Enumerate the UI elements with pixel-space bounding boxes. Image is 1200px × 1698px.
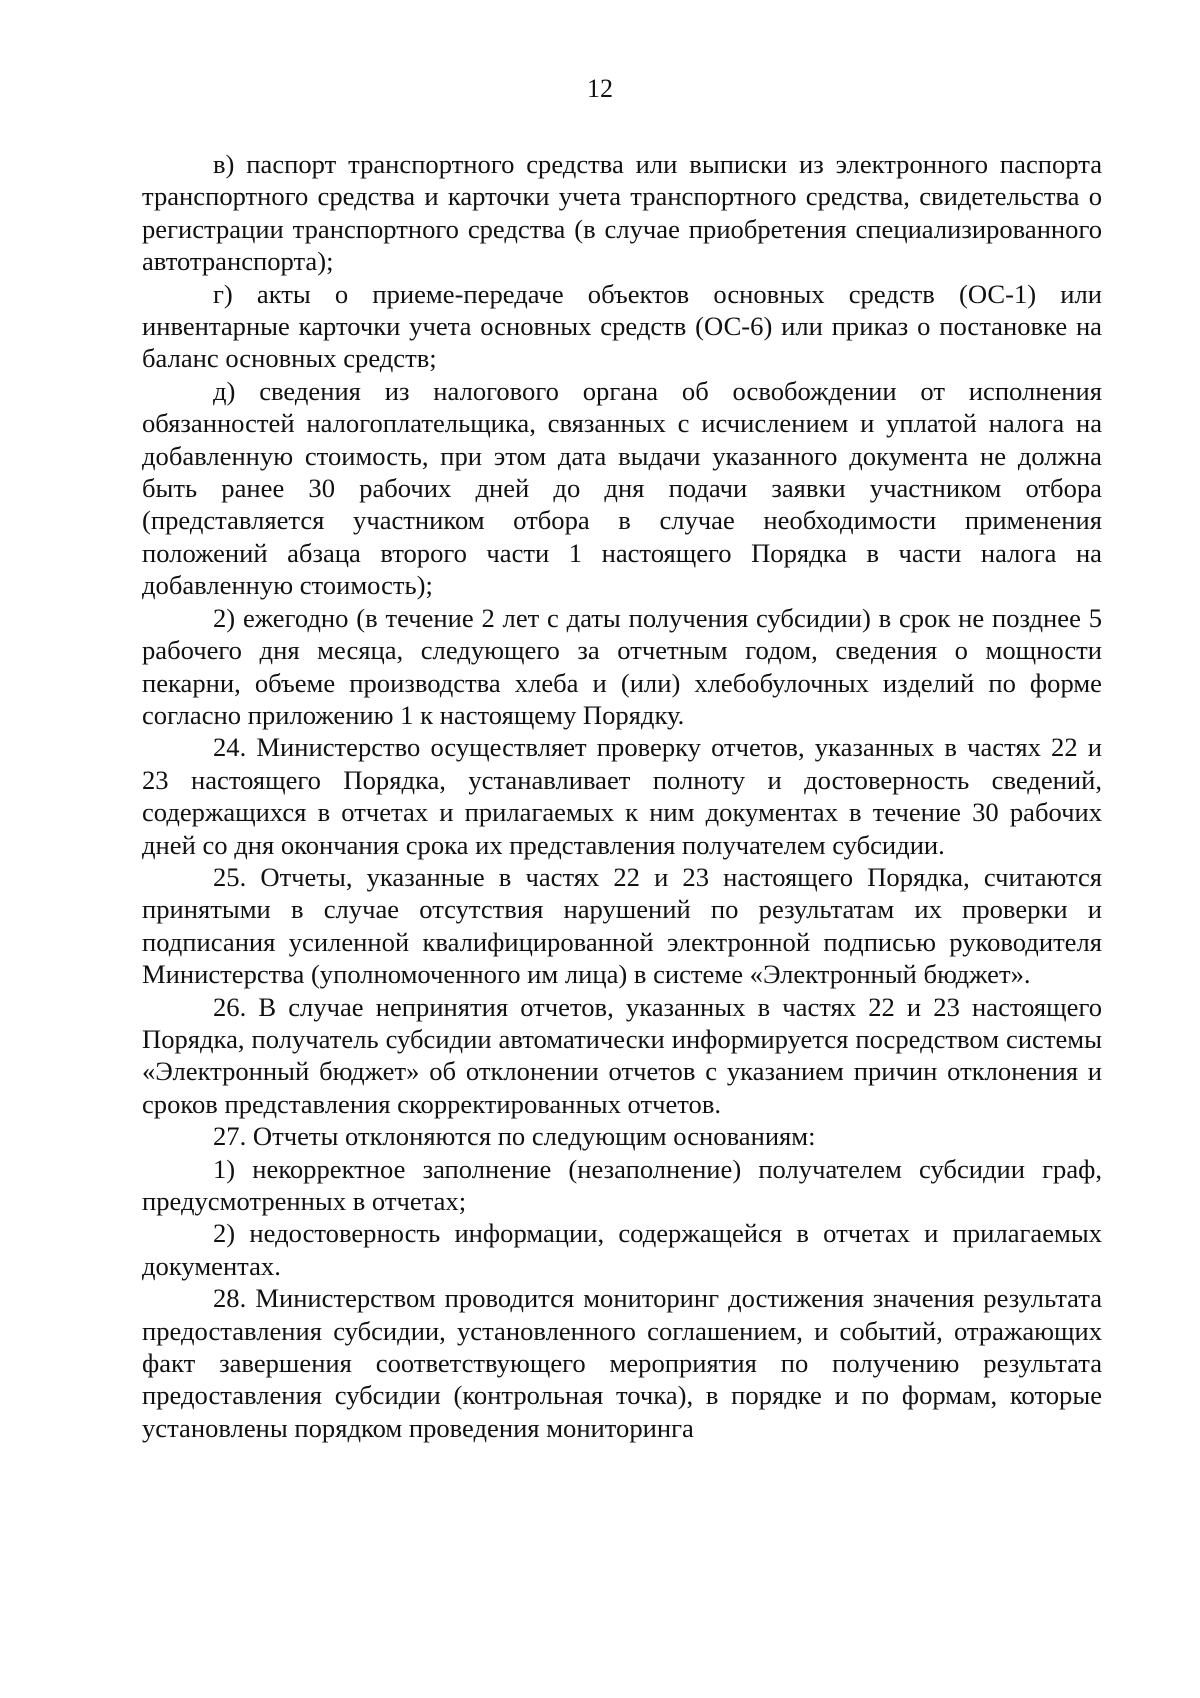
paragraph-26: 26. В случае непринятия отчетов, указанных в частях 22 и 23 настоящего Порядка, получатель субсидии автоматически информируется посредством системы «Электронный бюджет» об отклонении отчетов с указанием причин отклонения и сроков представления скорректированных отчетов. (142, 991, 1102, 1119)
document-body (142, 148, 1102, 1444)
paragraph-item-g: г) акты о приеме-передаче объектов основных средств (ОС-1) или инвентарные карточки учета основных средств (ОС-6) или приказ о постановке на баланс основных средств; (142, 278, 1102, 374)
paragraph-item-2-annual-report: 2) ежегодно (в течение 2 лет с даты получения субсидии) в срок не позднее 5 рабочего дня месяца, следующего за отчетным годом, сведения о мощности пекарни, объеме производства хлеба и (или) хлебобулочных изделий по форме согласно приложению 1 к настоящему Порядку. (142, 602, 1102, 730)
paragraph-27: 27. Отчеты отклоняются по следующим основаниям: (213, 1121, 816, 1152)
page-number: 12 (587, 74, 613, 103)
paragraph-24: 24. Министерство осуществляет проверку отчетов, указанных в частях 22 и 23 настоящего Порядка, устанавливает полноту и достоверность сведений, содержащихся в отчетах и прилагаемых к ним документах в течение 30 рабочих дней со дня окончания срока их представления получателем субсидии. (142, 732, 1102, 860)
paragraph-25: 25. Отчеты, указанные в частях 22 и 23 настоящего Порядка, считаются принятыми в случае отсутствия нарушений по результатам их проверки и подписания усиленной квалифицированной электронной подписью руководителя Министерства (уполномоченного им лица) в системе «Электронный бюджет». (142, 861, 1102, 990)
paragraph-27-item-1: 1) некорректное заполнение (незаполнение) получателем субсидии граф, предусмотренных в отчетах; (142, 1153, 1102, 1216)
paragraph-28: 28. Министерством проводится мониторинг достижения значения результата предоставления субсидии, установленного соглашением, и событий, отражающих факт завершения соответствующего мероприятия по получению результата предоставления субсидии (контрольная точка), в порядке и по формам, которые установлены порядком проведения мониторинга (142, 1283, 1102, 1443)
paragraph-27-item-2: 2) недостоверность информации, содержащейся в отчетах и прилагаемых документах. (142, 1218, 1102, 1281)
paragraph-item-d: д) сведения из налогового органа об освобождении от исполнения обязанностей налогоплательщика, связанных с исчислением и уплатой налога на добавленную стоимость, при этом дата выдачи указанного документа не должна быть ранее 30 рабочих дней до дня подачи заявки участником отбора (представляется участником отбора в случае необходимости применения положений абзаца второго части 1 настоящего Порядка в части налога на добавленную стоимость); (142, 375, 1102, 601)
paragraph-item-v: в) паспорт транспортного средства или выписки из электронного паспорта транспортного средства и карточки учета транспортного средства, свидетельства о регистрации транспортного средства (в случае приобретения специализированного автотранспорта); (142, 149, 1102, 277)
